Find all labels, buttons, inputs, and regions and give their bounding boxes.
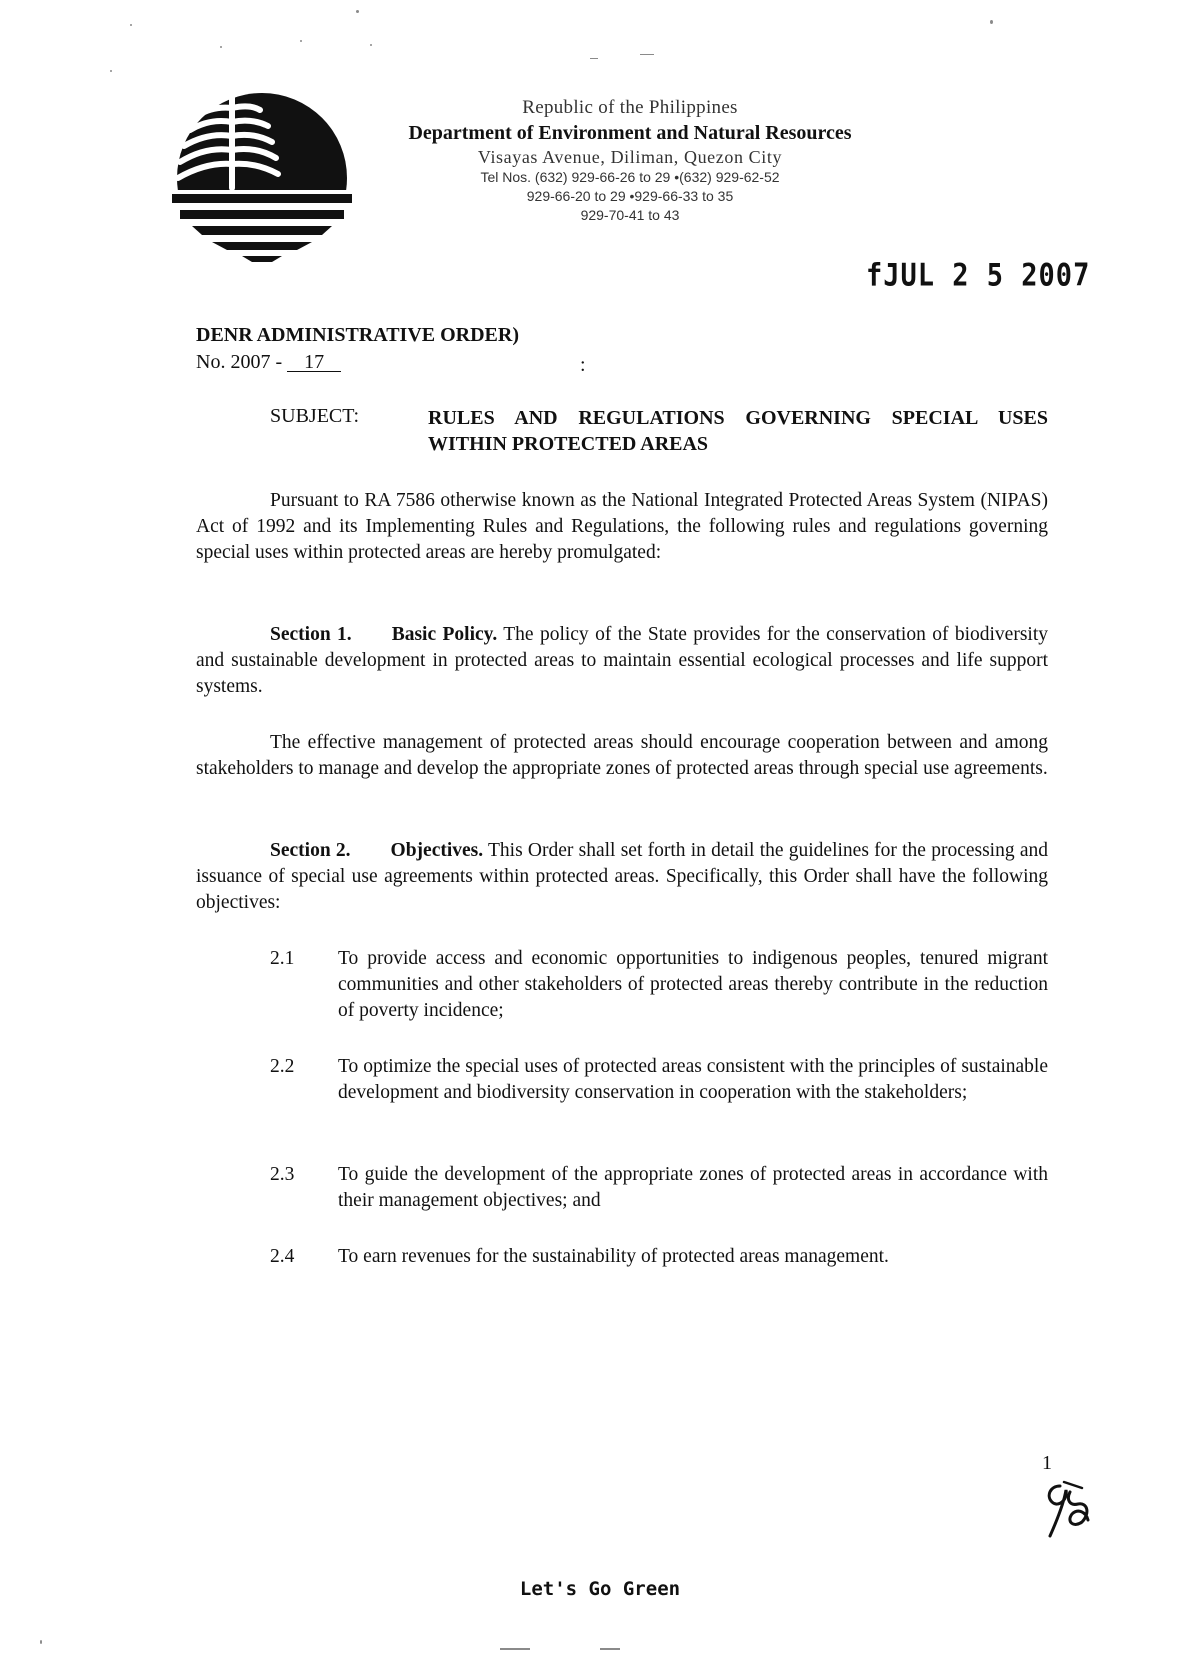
objective-text: To earn revenues for the sustainability of protected areas management. xyxy=(338,1246,889,1267)
scan-speck xyxy=(640,54,654,55)
objective-item xyxy=(270,1054,1048,1106)
order-number-value: 17 xyxy=(287,353,341,372)
section-2-head: Section 2. xyxy=(270,840,351,861)
tel-line-3: 929-70-41 to 43 xyxy=(580,207,680,223)
order-number-prefix: No. 2007 - xyxy=(196,351,288,373)
order-colon: : xyxy=(580,354,586,376)
objective-number: 2.4 xyxy=(270,1246,295,1267)
objective-item xyxy=(270,1162,1048,1214)
objective-item xyxy=(270,1244,1048,1270)
scan-speck xyxy=(600,1648,620,1650)
scan-speck xyxy=(220,46,222,48)
objective-text: To provide access and economic opportunities to indigenous peoples, tenured migrant communities and other stakeholders of protected areas thereby contribute in the reduction of poverty incidence; xyxy=(338,948,1048,1021)
scan-speck xyxy=(40,1640,42,1644)
republic-line: Republic of the Philippines xyxy=(522,97,738,118)
section-1-head: Section 1. xyxy=(270,624,352,645)
objective-number: 2.2 xyxy=(270,1056,295,1077)
date-stamp: fJUL 2 5 2007 xyxy=(866,258,1091,294)
tel-line-1: Tel Nos. (632) 929-66-26 to 29 •(632) 929-62-52 xyxy=(480,169,780,185)
scan-speck xyxy=(130,24,132,26)
section-1-paragraph xyxy=(196,622,1048,700)
handwritten-initials xyxy=(1040,1478,1096,1542)
scan-speck xyxy=(590,58,598,59)
scan-speck xyxy=(356,10,359,13)
department-name: Department of Environment and Natural Resources xyxy=(408,122,852,144)
tel-line-2: 929-66-20 to 29 •929-66-33 to 35 xyxy=(526,188,734,204)
objective-number: 2.1 xyxy=(270,948,295,969)
scan-speck xyxy=(110,70,112,72)
objective-item xyxy=(270,946,1048,1024)
section-1-paragraph-2: The effective management of protected areas should encourage cooperation between and among stakeholders to manage and develop the appropriate zones of protected areas through special use agreements. xyxy=(196,732,1048,779)
scan-speck xyxy=(300,40,302,42)
section-2-text: This Order shall set forth in detail the guidelines for the processing and issuance of special use agreements within protected areas. Specifically, this Order shall have the following objectives: xyxy=(196,840,1048,913)
section-2-title: Objectives. xyxy=(390,840,484,861)
scan-speck xyxy=(370,44,372,46)
page-number: 1 xyxy=(1042,1452,1052,1474)
denr-logo xyxy=(172,88,352,268)
scan-speck xyxy=(990,20,993,24)
section-2-paragraph xyxy=(196,838,1048,916)
subject-label: SUBJECT: xyxy=(270,405,360,427)
section-1-title: Basic Policy. xyxy=(391,624,498,645)
address-line: Visayas Avenue, Diliman, Quezon City xyxy=(477,147,783,167)
scan-speck xyxy=(500,1648,530,1650)
order-title: DENR ADMINISTRATIVE ORDER) xyxy=(196,324,519,346)
objective-number: 2.3 xyxy=(270,1164,295,1185)
objective-text: To guide the development of the appropriate zones of protected areas in accordance with their management objectives; and xyxy=(338,1164,1048,1211)
subject-text: RULES AND REGULATIONS GOVERNING SPECIAL USES WITHIN PROTECTED AREAS xyxy=(428,407,1048,455)
section-1-text: The policy of the State provides for the conservation of biodiversity and sustainable development in protected areas to maintain essential ecological processes and life support systems. xyxy=(196,624,1048,697)
footer-slogan: Let's Go Green xyxy=(519,1578,681,1600)
letterhead xyxy=(360,96,900,225)
objective-text: To optimize the special uses of protected areas consistent with the principles of sustainable development and biodiversity conservation in cooperation with the stakeholders; xyxy=(338,1056,1048,1103)
order-number xyxy=(196,350,341,374)
preamble-paragraph: Pursuant to RA 7586 otherwise known as the National Integrated Protected Areas System (NIPAS) Act of 1992 and its Implementing Rules and Regulations, the following rules and regulations governing special uses within protected areas are hereby promulgated: xyxy=(196,490,1048,563)
